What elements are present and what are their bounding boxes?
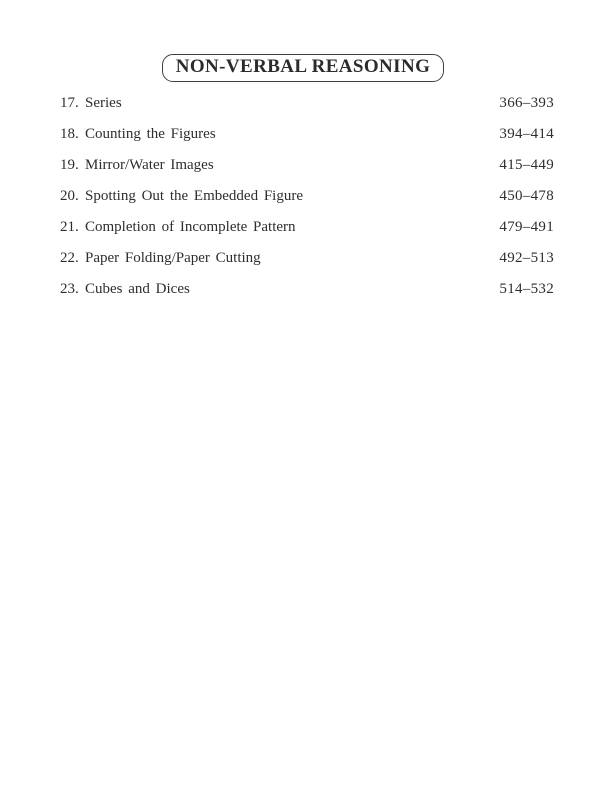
toc-entry-number: 22. xyxy=(60,250,79,266)
section-header xyxy=(0,0,606,82)
toc-entry-pages: 450–478 xyxy=(499,188,554,204)
toc-entry-number: 23. xyxy=(60,281,79,297)
toc-entry-title: Mirror/Water Images xyxy=(85,157,214,173)
toc-entry-number: 20. xyxy=(60,188,79,204)
toc-entry-title: Paper Folding/Paper Cutting xyxy=(85,250,261,266)
toc-entry-number: 18. xyxy=(60,126,79,142)
section-title-box xyxy=(162,54,445,82)
toc-entry-pages: 394–414 xyxy=(499,126,554,142)
toc-entry-pages: 415–449 xyxy=(499,157,554,173)
toc-entry-title: Cubes and Dices xyxy=(85,281,190,297)
toc-entry xyxy=(60,220,554,235)
toc-list xyxy=(0,82,606,297)
toc-entry-number: 17. xyxy=(60,95,79,111)
toc-entry-pages: 366–393 xyxy=(499,95,554,111)
toc-entry xyxy=(60,127,554,142)
toc-entry xyxy=(60,282,554,297)
toc-entry xyxy=(60,158,554,173)
toc-entry xyxy=(60,251,554,266)
toc-entry-title: Completion of Incomplete Pattern xyxy=(85,219,296,235)
section-title: NON-VERBAL REASONING xyxy=(175,56,431,77)
toc-entry xyxy=(60,189,554,204)
toc-entry-number: 21. xyxy=(60,219,79,235)
toc-entry xyxy=(60,96,554,111)
toc-entry-title: Counting the Figures xyxy=(85,126,216,142)
toc-entry-number: 19. xyxy=(60,157,79,173)
toc-entry-pages: 492–513 xyxy=(499,250,554,266)
toc-entry-pages: 479–491 xyxy=(499,219,554,235)
toc-entry-title: Spotting Out the Embedded Figure xyxy=(85,188,303,204)
toc-entry-pages: 514–532 xyxy=(499,281,554,297)
toc-entry-title: Series xyxy=(85,95,122,111)
